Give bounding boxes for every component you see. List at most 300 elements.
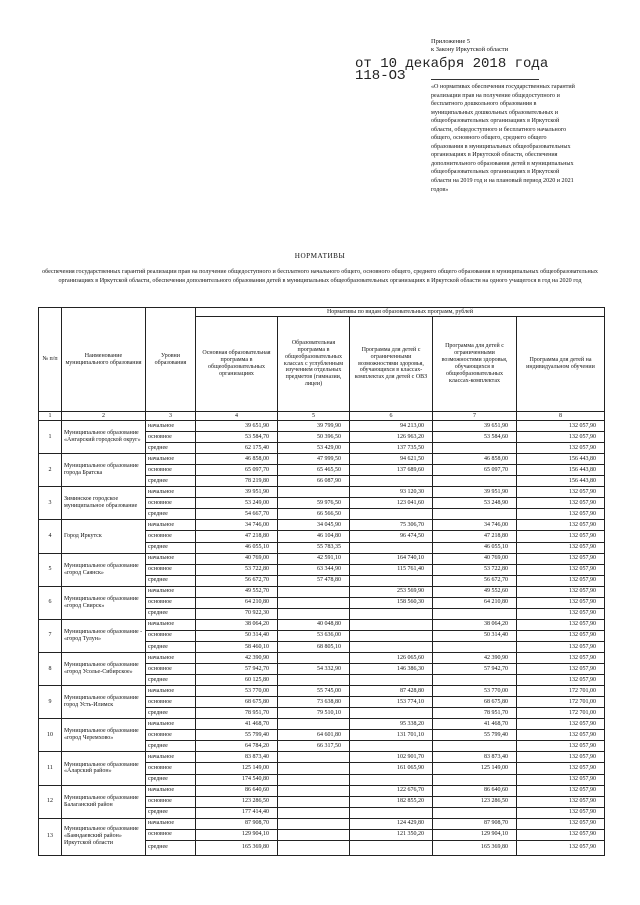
municipality-name: Муниципальное образование «город Саянск»	[62, 553, 146, 586]
normative-value: 132 057,90	[517, 432, 605, 443]
education-level: начальное	[146, 487, 196, 498]
normative-value	[350, 840, 433, 855]
header-col-7: Программа для детей с ограниченными возможностями здоровья, обучающихся в общеобразовательных классах-комплектах	[433, 317, 517, 412]
normative-value	[278, 829, 350, 840]
normative-value: 164 740,10	[350, 553, 433, 564]
normative-value: 47 999,50	[278, 454, 350, 465]
normative-value: 42 390,90	[433, 652, 517, 663]
education-level: основное	[146, 829, 196, 840]
normative-value: 132 057,90	[517, 807, 605, 818]
normative-value: 46 858,00	[433, 454, 517, 465]
row-number: 12	[39, 785, 62, 818]
normative-value: 62 175,40	[196, 443, 278, 454]
education-level: основное	[146, 730, 196, 741]
education-level: основное	[146, 697, 196, 708]
normative-value: 53 249,00	[196, 498, 278, 509]
law-title: «О нормативах обеспечения государственных гарантий реализации прав на получение общедоступного и бесплатного дошкольного образования в муниципальных дошкольных образовательных и общеобразовательных организациях в Иркутской области, общедоступного и бесплатного начального общего, основного общего, среднего общего образования в муниципальных общеобразовательных организациях в Иркутской области, обеспечения дополнительного образования детей в муниципальных общеобразовательных организациях в Иркутской области на 2019 год и на плановый период 2020 и 2021 годов»	[431, 84, 575, 193]
normative-value: 174 540,80	[196, 774, 278, 785]
normative-value: 38 064,20	[196, 619, 278, 630]
normative-value: 132 057,90	[517, 818, 605, 829]
table-row	[39, 619, 605, 630]
education-level: основное	[146, 630, 196, 641]
header-col-5: Образовательная программа в общеобразовательных классах с углубленным изучением отдельных предметов (гимназии, лицеи)	[278, 317, 350, 412]
normative-value: 78 951,70	[196, 708, 278, 719]
normative-value	[278, 752, 350, 763]
normative-value: 53 429,00	[278, 443, 350, 454]
education-level: основное	[146, 432, 196, 443]
normative-value	[278, 586, 350, 597]
normative-value: 87 908,70	[196, 818, 278, 829]
normative-value: 39 951,90	[433, 487, 517, 498]
normative-value: 68 675,80	[196, 697, 278, 708]
normative-value	[350, 641, 433, 652]
normative-value: 38 064,20	[433, 619, 517, 630]
normative-value: 53 584,60	[433, 432, 517, 443]
education-level: среднее	[146, 608, 196, 619]
normative-value: 102 901,70	[350, 752, 433, 763]
normative-value: 121 350,20	[350, 829, 433, 840]
normative-value: 42 591,10	[278, 553, 350, 564]
table-row	[39, 454, 605, 465]
normative-value: 68 675,80	[433, 697, 517, 708]
normative-value: 56 672,70	[196, 575, 278, 586]
normative-value	[350, 807, 433, 818]
appendix-label	[431, 38, 508, 54]
normative-value	[350, 509, 433, 520]
normative-value: 55 799,40	[196, 730, 278, 741]
normative-value: 78 951,70	[433, 708, 517, 719]
normative-value: 172 701,00	[517, 708, 605, 719]
normative-value	[350, 630, 433, 641]
normative-value: 165 369,80	[196, 840, 278, 855]
normative-value: 66 087,90	[278, 476, 350, 487]
normative-value: 41 468,70	[196, 719, 278, 730]
normative-value: 153 774,10	[350, 697, 433, 708]
col-number: 8	[517, 412, 605, 421]
municipality-name: Муниципальное образование «город Усолье-Сибирское»	[62, 652, 146, 685]
normative-value	[433, 741, 517, 752]
normative-value: 158 560,30	[350, 597, 433, 608]
normative-value: 132 057,90	[517, 752, 605, 763]
stamp-date: от 10 декабря 2018 года	[355, 56, 549, 72]
header-name: Наименование муниципального образования	[62, 308, 146, 412]
normative-value: 83 873,40	[433, 752, 517, 763]
normative-value: 39 651,90	[196, 421, 278, 432]
education-level: среднее	[146, 741, 196, 752]
normative-value: 58 460,10	[196, 641, 278, 652]
col-number: 1	[39, 412, 62, 421]
education-level: основное	[146, 796, 196, 807]
col-number: 4	[196, 412, 278, 421]
normative-value: 65 097,70	[196, 465, 278, 476]
normative-value: 123 041,60	[350, 498, 433, 509]
table-row	[39, 553, 605, 564]
education-level: среднее	[146, 443, 196, 454]
education-level: начальное	[146, 421, 196, 432]
normative-value: 68 805,10	[278, 641, 350, 652]
normative-value	[350, 675, 433, 686]
row-number: 5	[39, 553, 62, 586]
normative-value: 64 210,80	[196, 597, 278, 608]
normative-value: 132 057,90	[517, 630, 605, 641]
normative-value: 156 443,80	[517, 476, 605, 487]
normative-value	[350, 619, 433, 630]
normative-value: 57 478,80	[278, 575, 350, 586]
normative-value: 161 065,90	[350, 763, 433, 774]
normative-value: 132 057,90	[517, 829, 605, 840]
education-level: среднее	[146, 641, 196, 652]
normative-value: 53 770,00	[196, 686, 278, 697]
normative-value: 132 057,90	[517, 641, 605, 652]
normative-value: 87 908,70	[433, 818, 517, 829]
header-col-4: Основная образовательная программа в общеобразовательных организациях	[196, 317, 278, 412]
normative-value	[350, 708, 433, 719]
normative-value: 49 552,60	[433, 586, 517, 597]
normative-value: 53 636,00	[278, 630, 350, 641]
header-no: № п/п	[39, 308, 62, 412]
row-number: 9	[39, 686, 62, 719]
normative-value: 132 057,90	[517, 741, 605, 752]
normative-value: 49 552,70	[196, 586, 278, 597]
normative-value: 156 443,80	[517, 465, 605, 476]
header-group: Нормативы по видам образовательных программ, рублей	[196, 308, 605, 317]
normative-value: 39 799,90	[278, 421, 350, 432]
header-col-6: Программа для детей с ограниченными возможностями здоровья, обучающихся в классах-комплектах для детей с ОВЗ	[350, 317, 433, 412]
normative-value: 131 701,10	[350, 730, 433, 741]
normative-value: 57 942,70	[433, 664, 517, 675]
normative-value: 132 057,90	[517, 785, 605, 796]
normative-value: 132 057,90	[517, 564, 605, 575]
normative-value: 126 963,20	[350, 432, 433, 443]
education-level: начальное	[146, 586, 196, 597]
education-level: основное	[146, 531, 196, 542]
normative-value: 132 057,90	[517, 840, 605, 855]
normative-value: 132 057,90	[517, 763, 605, 774]
education-level: начальное	[146, 454, 196, 465]
education-level: среднее	[146, 476, 196, 487]
normative-value: 125 149,00	[433, 763, 517, 774]
education-level: среднее	[146, 675, 196, 686]
normative-value: 64 784,20	[196, 741, 278, 752]
normative-value: 55 783,35	[278, 542, 350, 553]
education-level: основное	[146, 664, 196, 675]
education-level: основное	[146, 465, 196, 476]
education-level: среднее	[146, 774, 196, 785]
education-level: начальное	[146, 752, 196, 763]
normative-value: 95 338,20	[350, 719, 433, 730]
normative-value	[350, 476, 433, 487]
education-level: начальное	[146, 652, 196, 663]
normative-value: 93 120,30	[350, 487, 433, 498]
municipality-name: Муниципальное образование «Аларский район»	[62, 752, 146, 785]
normative-value: 86 640,60	[196, 785, 278, 796]
normative-value: 65 465,50	[278, 465, 350, 476]
normative-value: 132 057,90	[517, 664, 605, 675]
normative-value: 34 746,00	[196, 520, 278, 531]
normative-value: 34 045,90	[278, 520, 350, 531]
normative-value: 132 057,90	[517, 774, 605, 785]
normative-value: 182 855,20	[350, 796, 433, 807]
normative-value: 132 057,90	[517, 796, 605, 807]
normative-value: 50 314,40	[433, 630, 517, 641]
normatives-table	[38, 307, 605, 856]
appendix-line-1: Приложение 5	[431, 38, 471, 45]
appendix-line-2: к Закону Иркутской области	[431, 46, 509, 53]
table-row	[39, 686, 605, 697]
education-level: начальное	[146, 719, 196, 730]
normative-value: 132 057,90	[517, 509, 605, 520]
normative-value	[278, 840, 350, 855]
normative-value: 94 213,00	[350, 421, 433, 432]
col-number: 5	[278, 412, 350, 421]
education-level: среднее	[146, 542, 196, 553]
municipality-name: Муниципальное образование города Братска	[62, 454, 146, 487]
normative-value: 132 057,90	[517, 730, 605, 741]
normative-value: 63 344,90	[278, 564, 350, 575]
normative-value: 172 701,00	[517, 686, 605, 697]
normative-value: 137 735,50	[350, 443, 433, 454]
normative-value: 55 799,40	[433, 730, 517, 741]
normative-value: 132 057,90	[517, 443, 605, 454]
normative-value: 132 057,90	[517, 586, 605, 597]
normative-value: 87 428,80	[350, 686, 433, 697]
normative-value	[433, 509, 517, 520]
normative-value: 40 769,00	[433, 553, 517, 564]
col-number: 3	[146, 412, 196, 421]
normative-value: 177 414,40	[196, 807, 278, 818]
normative-value: 122 676,70	[350, 785, 433, 796]
normative-value: 132 057,90	[517, 531, 605, 542]
normative-value: 47 218,80	[433, 531, 517, 542]
normative-value: 46 055,10	[196, 542, 278, 553]
normative-value: 129 904,10	[433, 829, 517, 840]
normative-value: 41 468,70	[433, 719, 517, 730]
table-row	[39, 421, 605, 432]
normative-value	[278, 763, 350, 774]
education-level: среднее	[146, 840, 196, 855]
normative-value: 47 218,80	[196, 531, 278, 542]
education-level: начальное	[146, 818, 196, 829]
municipality-name: Зиминское городское муниципальное образование	[62, 487, 146, 520]
normative-value	[433, 476, 517, 487]
normative-value: 132 057,90	[517, 498, 605, 509]
normative-value	[278, 608, 350, 619]
table-row	[39, 586, 605, 597]
normative-value	[278, 652, 350, 663]
normative-value: 73 638,80	[278, 697, 350, 708]
normative-value	[278, 818, 350, 829]
normative-value: 42 390,90	[196, 652, 278, 663]
header-col-8: Программа для детей на индивидуальном обучении	[517, 317, 605, 412]
normative-value: 125 149,00	[196, 763, 278, 774]
normative-value	[433, 608, 517, 619]
normative-value: 46 858,00	[196, 454, 278, 465]
normative-value	[433, 774, 517, 785]
normative-value: 126 065,60	[350, 652, 433, 663]
normative-value: 40 048,80	[278, 619, 350, 630]
normative-value	[278, 487, 350, 498]
education-level: начальное	[146, 785, 196, 796]
normative-value: 83 873,40	[196, 752, 278, 763]
normative-value: 132 057,90	[517, 619, 605, 630]
education-level: основное	[146, 564, 196, 575]
normative-value: 132 057,90	[517, 520, 605, 531]
table-row	[39, 487, 605, 498]
normative-value: 132 057,90	[517, 652, 605, 663]
municipality-name: Муниципальное образование «город Черемхово»	[62, 719, 146, 752]
normative-value: 96 474,50	[350, 531, 433, 542]
normative-value	[278, 719, 350, 730]
normative-value: 132 057,90	[517, 542, 605, 553]
row-number: 3	[39, 487, 62, 520]
normative-value	[433, 641, 517, 652]
table-row	[39, 752, 605, 763]
stamp-number: 118-ОЗ	[355, 68, 406, 84]
normative-value: 132 057,90	[517, 597, 605, 608]
table-row	[39, 785, 605, 796]
normative-value: 53 722,80	[433, 564, 517, 575]
normative-value	[278, 774, 350, 785]
normative-value	[278, 597, 350, 608]
normative-value: 115 761,40	[350, 564, 433, 575]
normative-value: 172 701,00	[517, 697, 605, 708]
normative-value: 53 722,80	[196, 564, 278, 575]
row-number: 8	[39, 652, 62, 685]
normative-value: 132 057,90	[517, 553, 605, 564]
normative-value: 70 922,30	[196, 608, 278, 619]
normative-value: 55 745,00	[278, 686, 350, 697]
document-title: НОРМАТИВЫ	[294, 252, 346, 260]
row-number: 4	[39, 520, 62, 553]
row-number: 1	[39, 421, 62, 454]
normative-value: 132 057,90	[517, 675, 605, 686]
row-number: 13	[39, 818, 62, 855]
normative-value: 54 667,70	[196, 509, 278, 520]
municipality-name: Муниципальное образование город Усть-Илимск	[62, 686, 146, 719]
normative-value: 253 569,90	[350, 586, 433, 597]
municipality-name: Муниципальное образование «Ангарский городской округ»	[62, 421, 146, 454]
normative-value: 75 306,70	[350, 520, 433, 531]
normative-value: 165 369,80	[433, 840, 517, 855]
municipality-name: Муниципальное образование Балаганский район	[62, 785, 146, 818]
row-number: 2	[39, 454, 62, 487]
row-number: 10	[39, 719, 62, 752]
normative-value: 39 951,90	[196, 487, 278, 498]
education-level: основное	[146, 763, 196, 774]
normative-value: 123 286,50	[433, 796, 517, 807]
normative-value: 46 055,10	[433, 542, 517, 553]
table-row	[39, 719, 605, 730]
row-number: 11	[39, 752, 62, 785]
normative-value: 146 386,30	[350, 664, 433, 675]
table-row	[39, 520, 605, 531]
municipality-name: Муниципальное образование - «город Тулун»	[62, 619, 146, 652]
normative-value	[350, 608, 433, 619]
normative-value: 65 097,70	[433, 465, 517, 476]
municipality-name: Муниципальное образование «Баяндаевский район» Иркутской области	[62, 818, 146, 855]
col-number: 6	[350, 412, 433, 421]
normative-value: 124 429,80	[350, 818, 433, 829]
normative-value: 46 104,80	[278, 531, 350, 542]
education-level: начальное	[146, 619, 196, 630]
education-level: начальное	[146, 686, 196, 697]
document-subtitle: обеспечения государственных гарантий реализации прав на получение общедоступного и бесплатного начального общего, основного общего, среднего общего образования в муниципальных общеобразовательных организациях в Иркутской области, обеспечения дополнительного образования детей в муниципальных общеобразовательных организациях в Иркутской области на одного учащегося в год на 2020 год	[42, 269, 598, 284]
normative-value: 132 057,90	[517, 487, 605, 498]
table-row	[39, 652, 605, 663]
normative-value: 86 640,60	[433, 785, 517, 796]
normative-value	[350, 741, 433, 752]
normative-value	[350, 542, 433, 553]
normative-value: 54 332,90	[278, 664, 350, 675]
normative-value: 129 904,10	[196, 829, 278, 840]
normative-value: 78 219,80	[196, 476, 278, 487]
education-level: среднее	[146, 708, 196, 719]
education-level: среднее	[146, 807, 196, 818]
education-level: основное	[146, 498, 196, 509]
normative-value: 50 396,50	[278, 432, 350, 443]
normative-value	[433, 443, 517, 454]
normative-value: 53 770,00	[433, 686, 517, 697]
normative-value: 137 689,60	[350, 465, 433, 476]
normative-value: 156 443,80	[517, 454, 605, 465]
col-number: 2	[62, 412, 146, 421]
normative-value: 132 057,90	[517, 719, 605, 730]
education-level: основное	[146, 597, 196, 608]
normative-value	[433, 807, 517, 818]
normative-value: 34 746,00	[433, 520, 517, 531]
normative-value	[350, 774, 433, 785]
normative-value: 66 566,50	[278, 509, 350, 520]
normative-value: 64 210,80	[433, 597, 517, 608]
normative-value: 64 601,80	[278, 730, 350, 741]
normative-value	[433, 675, 517, 686]
education-level: среднее	[146, 575, 196, 586]
row-number: 7	[39, 619, 62, 652]
education-level: начальное	[146, 553, 196, 564]
normative-value: 66 317,50	[278, 741, 350, 752]
normative-value	[278, 675, 350, 686]
normative-value: 132 057,90	[517, 608, 605, 619]
table-row	[39, 818, 605, 829]
normative-value: 132 057,90	[517, 575, 605, 586]
normative-value: 79 510,10	[278, 708, 350, 719]
normative-value: 59 976,50	[278, 498, 350, 509]
col-number: 7	[433, 412, 517, 421]
normative-value: 60 125,80	[196, 675, 278, 686]
row-number: 6	[39, 586, 62, 619]
municipality-name: Город Иркутск	[62, 520, 146, 553]
normative-value: 53 248,90	[433, 498, 517, 509]
normative-value: 94 621,50	[350, 454, 433, 465]
normative-value	[278, 796, 350, 807]
normative-value: 50 314,40	[196, 630, 278, 641]
normative-value: 57 942,70	[196, 664, 278, 675]
normative-value: 53 584,70	[196, 432, 278, 443]
normative-value: 132 057,90	[517, 421, 605, 432]
normative-value: 123 286,50	[196, 796, 278, 807]
education-level: среднее	[146, 509, 196, 520]
normative-value: 39 651,90	[433, 421, 517, 432]
education-level: начальное	[146, 520, 196, 531]
normative-value	[350, 575, 433, 586]
normative-value	[278, 785, 350, 796]
header-level: Уровни образования	[146, 308, 196, 412]
municipality-name: Муниципальное образование «город Свирск»	[62, 586, 146, 619]
normative-value	[278, 807, 350, 818]
normative-value: 40 769,00	[196, 553, 278, 564]
normative-value: 56 672,70	[433, 575, 517, 586]
underline-rule	[431, 79, 539, 80]
